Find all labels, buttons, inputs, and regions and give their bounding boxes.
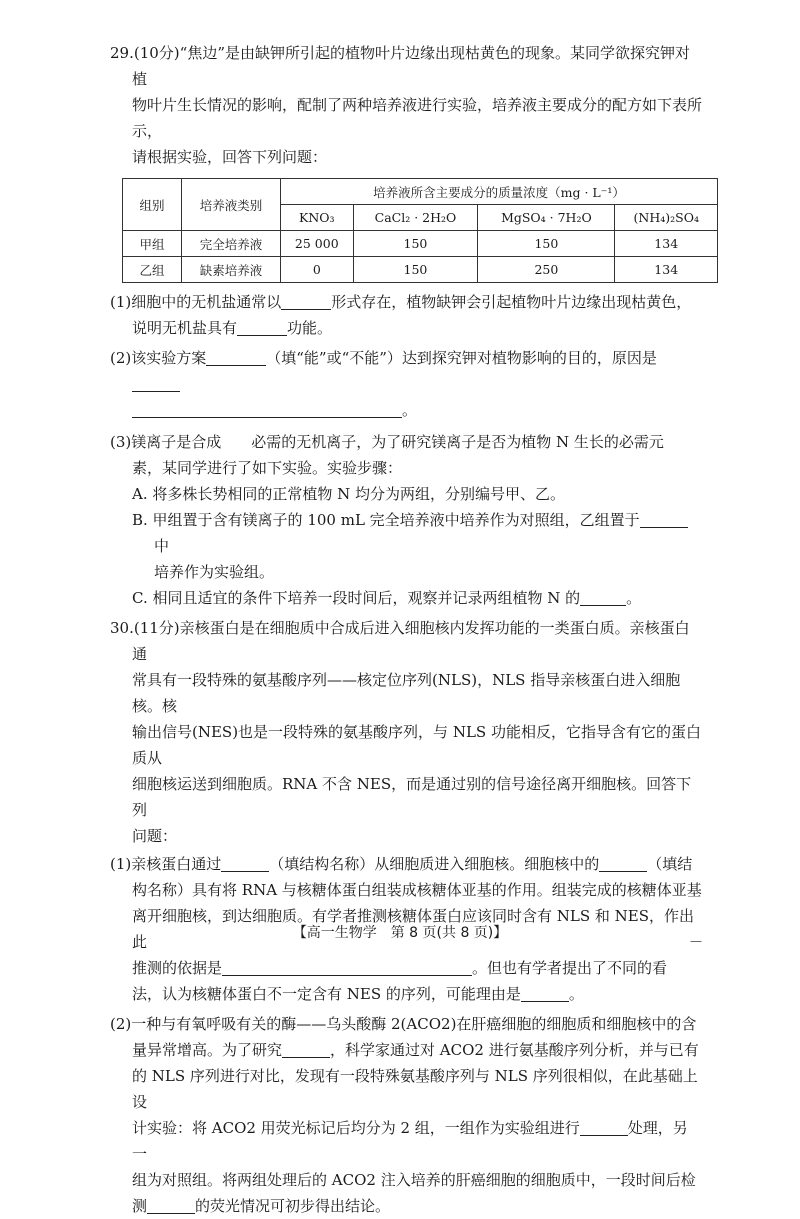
text: 构名称）具有将 RNA 与核糖体蛋白组装成核糖体亚基的作用。组装完成的核糖体亚基 [132,881,702,899]
q29-number: 29. [110,44,134,62]
answer-blank[interactable] [132,375,180,392]
q30-stem-line: 亲核蛋白是在细胞质中合成后进入细胞核内发挥功能的一类蛋白质。亲核蛋白通 [132,619,690,663]
table-cell: 150 [478,231,615,257]
table-cell: 134 [615,257,718,283]
table-cell: 缺素培养液 [182,257,281,283]
q29-stem-line: 请根据实验，回答下列问题： [132,148,328,166]
text: 的 NLS 序列进行对比，发现有一段特殊氨基酸序列与 NLS 序列很相似，在此基础上设 [132,1067,698,1111]
answer-blank[interactable] [580,1119,628,1136]
table-chem: KNO₃ [281,205,354,231]
step-c [110,585,702,611]
table-cell: 乙组 [123,257,182,283]
table-chem: (NH₄)₂SO₄ [615,205,718,231]
answer-blank[interactable] [132,401,402,418]
q30-stem [88,615,702,849]
table-cell: 250 [478,257,615,283]
text: 离开细胞核，到达细胞质。有学者推测核糖体蛋白应该同时含有 NLS 和 NES，作出此 [132,907,695,951]
text: 培养作为实验组。 [154,563,275,581]
answer-blank[interactable] [147,1197,195,1214]
text: 形式存在，植物缺钾会引起植物叶片边缘出现枯黄色， [331,293,692,311]
text: (3)镁离子是合成 [110,433,222,451]
page-footer: 【高一生物学 第 8 页(共 8 页)】 [292,925,508,941]
culture-medium-table [122,178,718,283]
text: 量异常增高。为了研究 [132,1041,283,1059]
text: (1)亲核蛋白通过 [110,855,222,873]
text: （填结构名称）从细胞质进入细胞核。细胞核中的 [269,855,600,873]
text: ，科学家通过对 ACO2 进行氨基酸序列分析，并与已有 [330,1041,699,1059]
text: 说明无机盐具有 [132,319,238,337]
table-cell: 25 000 [281,231,354,257]
page-content [110,40,702,1219]
text: (2)一种与有氧呼吸有关的酶——乌头酸酶 2(ACO2)在肝癌细胞的细胞质和细胞核中的含 [110,1015,697,1033]
q30-stem-line: 问题： [132,827,178,845]
text: 功能。 [287,319,333,337]
table-row [123,257,718,283]
answer-blank[interactable] [640,511,688,528]
text: 推测的依据是 [132,959,223,977]
text: 。但也有学者提出了不同的看 [472,959,668,977]
text: 法，认为核糖体蛋白不一定含有 NES 的序列，可能理由是 [132,985,521,1003]
table-chem: CaCl₂ · 2H₂O [353,205,478,231]
table-cell: 完全培养液 [182,231,281,257]
answer-blank[interactable] [221,855,269,872]
table-cell: 0 [281,257,354,283]
answer-blank[interactable] [222,959,472,976]
q30-stem-line: 细胞核运送到细胞质。RNA 不含 NES，而是通过别的信号途径离开细胞核。回答下列 [132,775,692,819]
text: 。 [626,589,642,607]
q29-sub2 [110,345,702,423]
text: （填“能”或“不能”）达到探究钾对植物影响的目的，原因是 [266,349,657,367]
text: B. 甲组置于含有镁离子的 100 mL 完全培养液中培养作为对照组，乙组置于 [132,511,640,529]
text: 中 [154,537,170,555]
table-chem: MgSO₄ · 7H₂O [478,205,615,231]
text: 处理，另一 [132,1119,688,1163]
answer-blank[interactable] [281,293,331,310]
text: （填结 [647,855,693,873]
q30-sub2 [110,1011,702,1219]
table-header-type: 培养液类别 [182,179,281,231]
text: 。 [402,401,418,419]
q30-stem-line: 常具有一段特殊的氨基酸序列——核定位序列(NLS)，NLS 指导亲核蛋白进入细胞核。核 [132,671,681,715]
answer-blank[interactable] [206,349,266,366]
table-cell: 甲组 [123,231,182,257]
answer-blank[interactable] [599,855,647,872]
step-b [132,507,702,585]
text: C. 相同且适宜的条件下培养一段时间后，观察并记录两组植物 N 的 [132,589,581,607]
text: 的荧光情况可初步得出结论。 [195,1197,391,1215]
q29-stem [88,40,702,170]
corner-mark: — [690,934,702,948]
text: 组为对照组。将两组处理后的 ACO2 注入培养的肝癌细胞的细胞质中，一段时间后检 [132,1171,696,1189]
q29-stem-line: “焦边”是由缺钾所引起的植物叶片边缘出现枯黄色的现象。某同学欲探究钾对植 [132,44,690,88]
step-a: A. 将多株长势相同的正常植物 N 均分为两组，分别编号甲、乙。 [132,485,566,503]
answer-blank[interactable] [521,985,569,1002]
table-header-group: 组别 [123,179,182,231]
table-cell: 134 [615,231,718,257]
text: (2)该实验方案 [110,349,207,367]
table-header-conc: 培养液所含主要成分的质量浓度（mg · L⁻¹） [281,179,718,205]
table-cell: 150 [353,231,478,257]
answer-blank[interactable] [282,1041,330,1058]
text: 。 [568,985,584,1003]
text: 计实验：将 ACO2 用荧光标记后均分为 2 组，一组作为实验组进行 [132,1119,580,1137]
q29-sub3 [110,429,702,481]
q30-number: 30. [110,619,134,637]
q30-stem-line: 输出信号(NES)也是一段特殊的氨基酸序列，与 NLS 功能相反，它指导含有它的蛋白质从 [132,723,701,767]
table-cell: 150 [353,257,478,283]
text: 测 [132,1197,148,1215]
text: 必需的无机离子，为了研究镁离子是否为植物 N 生长的必需元 [251,433,664,451]
table-row [123,231,718,257]
text: 素，某同学进行了如下实验。实验步骤： [132,459,403,477]
q29-points: (10分) [133,44,180,62]
text: (1)细胞中的无机盐通常以 [110,293,282,311]
q30-points: (11分) [133,619,180,637]
answer-blank[interactable] [237,319,287,336]
q29-sub1 [110,289,702,341]
answer-blank[interactable] [580,589,626,606]
q29-stem-line: 物叶片生长情况的影响，配制了两种培养液进行实验，培养液主要成分的配方如下表所示， [132,96,703,140]
